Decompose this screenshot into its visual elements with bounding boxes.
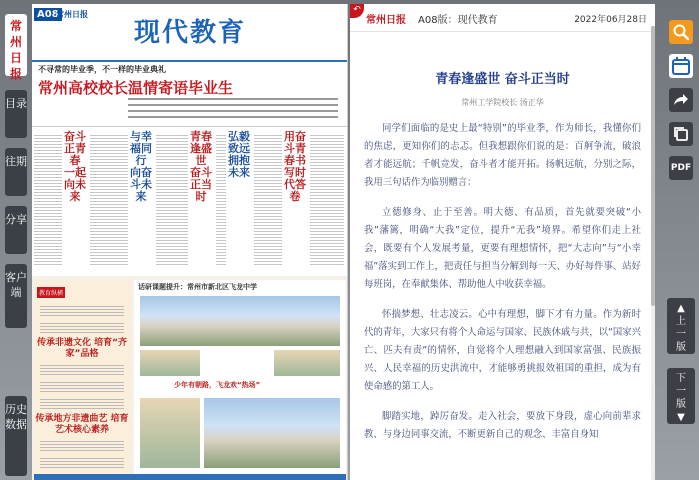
next-page-button[interactable] (667, 368, 695, 424)
client-app-button[interactable]: 客户端 (5, 264, 27, 328)
history-data-button[interactable]: 历史数据 (5, 396, 27, 476)
school-photo-small (140, 350, 200, 376)
school-panel[interactable] (134, 280, 346, 476)
column-heading-3[interactable]: 青春逢盛世 奋斗正当时 (190, 130, 212, 203)
section-title: 现代教育 (134, 18, 247, 48)
article-body (350, 120, 655, 444)
column-text (34, 133, 62, 265)
article-author: 常州工学院校长 汤正华 (461, 98, 544, 107)
article-panel (350, 4, 655, 480)
newspaper-page[interactable] (32, 4, 348, 480)
school-photo-large (204, 398, 340, 468)
school-photo (140, 296, 340, 346)
calendar-icon[interactable] (669, 54, 693, 78)
prev-page-label: 上一版 (676, 316, 686, 353)
column-text (156, 133, 188, 265)
school-subheadline: 少年有朝路，飞龙欢“热场” (174, 381, 261, 389)
column-heading-1[interactable]: 奋斗正青春 一起向未来 (64, 130, 86, 203)
article-scrollbar[interactable] (651, 26, 655, 480)
column-heading-2[interactable]: 与幸福同行 向奋斗未来 (130, 130, 152, 203)
feature-panel[interactable] (34, 280, 130, 476)
feature-headline-1: 传承非遗文化 培育“齐家”品格 (36, 338, 128, 359)
copy-icon[interactable] (669, 122, 693, 146)
lead-text-lines (128, 98, 338, 122)
article-date: 2022年06月28日 (574, 15, 647, 25)
back-arrow-icon[interactable]: ↶ (350, 4, 364, 18)
lead-story[interactable] (32, 62, 347, 126)
page-footer-bar (34, 474, 346, 480)
scroll-thumb[interactable] (651, 26, 655, 306)
chevron-down-icon: ▼ (677, 412, 685, 423)
next-page-label: 下一版 (676, 373, 686, 410)
lead-headline: 常州高校校长温情寄语毕业生 (38, 79, 234, 97)
column-text (216, 133, 226, 265)
left-rail (0, 0, 32, 480)
previous-page-button[interactable] (667, 298, 695, 354)
pdf-button[interactable]: PDF (669, 156, 693, 180)
article-paragraph: 同学们面临的是史上最“特别”的毕业季，作为师长，我懂你们的焦虑，更知你们的忐忑。但我想跟你们说的是：百舸争流，破浪者才能远航；千帆竞发，奋斗者才能开拓。扬帆远航，分别之际，我用三句话作为临别赠言： (364, 123, 641, 188)
article-paragraph: 脚踏实地，踔厉奋发。走入社会，要放下身段，虚心向前辈求教、与身边同事交流，不断更新自己的观念、丰富自身知 (364, 411, 641, 440)
article-header (350, 4, 655, 32)
column-heading-5[interactable]: 用奋斗青春书写时代答卷 (284, 130, 306, 203)
article-paragraph: 怀揣梦想、壮志凌云。心中有理想，脚下才有力量。作为新时代的青年，大家只有将个人命运与国家、民族休戚与共，以“国家兴亡、匹夫有责”的情怀，自觉将个人理想融入到国家富强、民族振兴、人民幸福的历史洪流中，才能够勇挑报效祖国的重担，成为有使命感的第工人。 (364, 309, 641, 392)
lower-section (32, 276, 348, 480)
page-masthead (32, 4, 347, 62)
article-paragraph: 立德修身、止于至善。明大德、有品质，首先就要突破“小我”藩篱，明确“大我”定位，提升“无我”境界。希望你们走上社会，既要有个人发展考量，更要有理想情怀，把“大志向”与“小幸福”落实到工作上，把责任与担当分解到每一天、办好每件事、站好每班岗，在奉献集体、帮助他人中收获幸福。 (364, 207, 641, 290)
edition-badge: A08 (34, 8, 62, 21)
past-issues-button[interactable]: 往期 (5, 148, 27, 196)
feature-headline-2: 传承地方非遗曲艺 培育艺术核心素养 (35, 414, 129, 435)
catalog-button[interactable]: 目录 (5, 90, 27, 138)
article-title: 青春逢盛世 奋斗正当时 (435, 72, 570, 87)
column-text (90, 133, 128, 265)
paper-name: 常州日报 (56, 10, 88, 19)
column-text (254, 133, 282, 265)
feature-tag: 教育纵横 (37, 287, 65, 298)
article-logo: 常州日报 (366, 15, 406, 26)
column-heading-4[interactable]: 弘毅致远 拥抱未来 (228, 130, 250, 179)
search-icon[interactable] (669, 20, 693, 44)
share-arrow-icon[interactable] (669, 88, 693, 112)
school-headline: 话研课题提升：常州市新北区飞龙中学 (138, 283, 257, 291)
tool-column (659, 0, 699, 480)
column-text (310, 133, 344, 265)
article-columns (32, 126, 347, 276)
brand-logo: 常州日报 (5, 14, 27, 76)
lead-kicker: 不寻常的毕业季，不一样的毕业典礼 (38, 65, 166, 74)
share-button[interactable]: 分享 (5, 206, 27, 254)
chevron-up-icon: ▲ (677, 303, 685, 314)
school-photo-small (274, 350, 340, 376)
school-photo-side (140, 398, 200, 468)
article-version: A08版：现代教育 (418, 15, 498, 26)
